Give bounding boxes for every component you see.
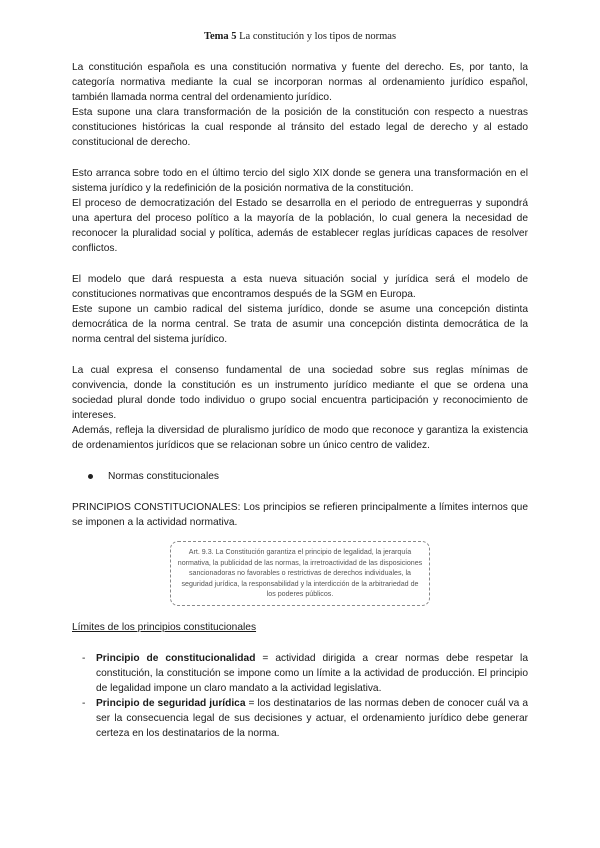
list-item-text xyxy=(96,651,528,696)
page-header xyxy=(0,31,600,42)
quote-box: Art. 9.3. La Constitución garantiza el principio de legalidad, la jerarquía normativa, la publicidad de las normas, la irretroactividad de las disposiciones sancionadoras no favorables o restrictivas de derechos individuales, la seguridad jurídica, la responsabilidad y la interdicción de la arbitrariedad de los poderes públicos. xyxy=(170,541,430,606)
list-item-term: Principio de seguridad jurídica xyxy=(96,697,246,709)
header-title: La constitución y los tipos de normas xyxy=(239,31,397,42)
paragraph: Además, refleja la diversidad de pluralismo jurídico de modo que reconoce y garantiza la existencia de ordenamientos jurídicos que se relacionan sobre un único centro de validez. xyxy=(72,425,528,451)
principios-text: Los principios se refieren principalmente a límites internos que se imponen a la actividad normativa. xyxy=(72,502,529,528)
paragraph: Esta supone una clara transformación de la posición de la constitución con respecto a nuestras constituciones históricas la cual responde al tránsito del estado legal de derecho y al estado constitucional de derecho. xyxy=(72,107,528,148)
bullet-item xyxy=(88,469,528,484)
dash-marker: - xyxy=(82,697,86,709)
paragraph: Este supone un cambio radical del sistema jurídico, donde se asume una concepción distinta democrática de la norma central. Se trata de asumir una concepción distinta democrática de la norma central del sistema jurídico. xyxy=(72,304,528,345)
dash-marker: - xyxy=(82,652,86,664)
bullet-label: Normas constitucionales xyxy=(108,471,219,482)
list-item-body: = actividad dirigida a crear normas debe respetar la constitución, la constitución se impone como un límite a la actividad de producción. El principio de legalidad impone un claro mandato a la actividad legislativa. xyxy=(96,652,528,694)
paragraph: La constitución española es una constitución normativa y fuente del derecho. Es, por tanto, la categoría normativa mediante la cual se incorporan normas al ordenamiento jurídico español, también llamada norma central del ordenamiento jurídico. xyxy=(72,62,528,103)
header-tema: Tema 5 xyxy=(203,31,237,42)
paragraph: El proceso de democratización del Estado se desarrolla en el periodo de entreguerras y supondrá una apertura del proceso político a la mayoría de la población, lo cual genera la necesidad de reconocer la pluralidad social y política, además de establecer reglas jurídicas capaces de resolver conflictos. xyxy=(72,198,528,254)
list-item-text xyxy=(96,696,528,741)
limites-heading: Límites de los principios constitucionales xyxy=(72,621,257,633)
list-item-body: = los destinatarios de las normas deben de conocer cuál va a ser la consecuencia legal de sus decisiones y actuar, el ordenamiento jurídico debe generar certeza en los destinatarios de la norma. xyxy=(96,697,528,739)
bullet-icon xyxy=(88,474,93,479)
principios-paragraph xyxy=(72,500,528,530)
principios-lead: PRINCIPIOS CONSTITUCIONALES: xyxy=(72,502,241,513)
list-item xyxy=(72,696,528,741)
list-item-term: Principio de constitucionalidad xyxy=(96,652,256,664)
paragraph: El modelo que dará respuesta a esta nueva situación social y jurídica será el modelo de constituciones normativas que encontramos después de la SGM en Europa. xyxy=(72,274,528,300)
list-item xyxy=(72,651,528,696)
paragraph: Esto arranca sobre todo en el último tercio del siglo XIX donde se genera una transformación en el sistema jurídico y la redefinición de la posición normativa de la constitución. xyxy=(72,168,528,194)
paragraph: La cual expresa el consenso fundamental de una sociedad sobre sus reglas mínimas de convivencia, donde la constitución es un instrumento jurídico mediante el que se ordena una sociedad plural donde todo individuo o grupo social encuentra participación y reconocimiento de intereses. xyxy=(72,365,528,421)
document-body xyxy=(72,60,528,741)
